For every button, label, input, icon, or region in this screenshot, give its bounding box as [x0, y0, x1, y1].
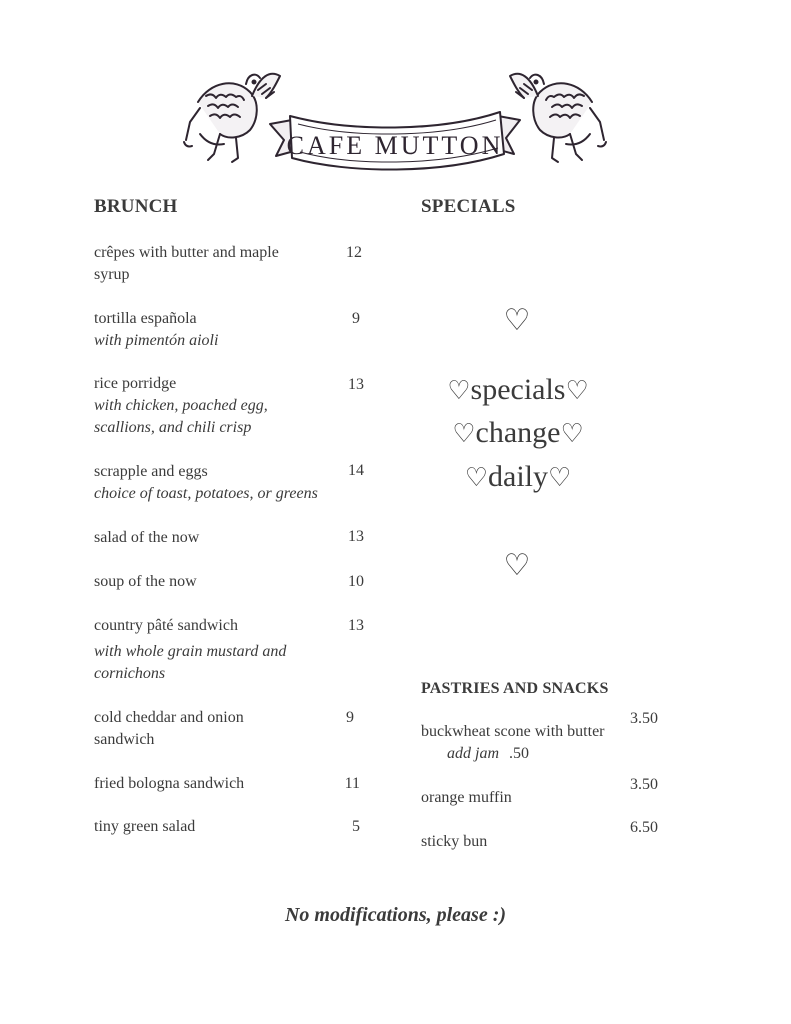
cafe-logo — [180, 62, 610, 180]
left-winged-sheep-icon — [184, 74, 280, 162]
brunch-item-price: 11 — [344, 775, 360, 792]
heart-icon: ♡ — [452, 419, 476, 449]
brunch-item-price: 12 — [346, 244, 362, 261]
heart-icon: ♡ — [565, 376, 589, 406]
pastry-item-name: sticky bun — [421, 833, 488, 850]
brunch-item-price: 10 — [348, 573, 364, 590]
brunch-item-name: soup of the now — [94, 573, 197, 590]
specials-line — [420, 415, 616, 452]
brunch-item-price: 13 — [348, 376, 364, 393]
brunch-item-name-cont: sandwich — [94, 731, 155, 748]
brunch-item-name: fried bologna sandwich — [94, 775, 245, 792]
brunch-item-price: 9 — [352, 310, 360, 327]
heart-icon: ♡ — [447, 376, 471, 406]
specials-line — [420, 459, 616, 496]
brunch-item-desc: choice of toast, potatoes, or greens — [94, 485, 318, 502]
brunch-item-name-cont: syrup — [94, 266, 130, 283]
pastry-item-name: orange muffin — [421, 789, 512, 806]
heart-icon: ♡ — [560, 419, 584, 449]
brunch-item-name: tortilla española — [94, 310, 197, 327]
logo-text: CAFE MUTTON — [286, 131, 504, 160]
specials-line-text: specials — [470, 373, 566, 406]
pastry-item-price: 3.50 — [630, 776, 658, 793]
specials-line-text: change — [475, 416, 561, 449]
brunch-item-name: salad of the now — [94, 529, 200, 546]
heart-icon: ♡ — [464, 463, 488, 493]
brunch-item-name: rice porridge — [94, 375, 177, 392]
specials-line-text: daily — [488, 460, 548, 493]
brunch-heading: BRUNCH — [94, 196, 178, 217]
brunch-item-name: country pâté sandwich — [94, 617, 238, 634]
brunch-item-name: crêpes with butter and maple — [94, 244, 279, 261]
brunch-item-desc: with chicken, poached egg, — [94, 397, 268, 414]
pastries-heading: PASTRIES AND SNACKS — [421, 680, 609, 697]
brunch-item-price: 9 — [346, 709, 354, 726]
brunch-item-desc-cont: cornichons — [94, 665, 166, 682]
pastry-item-price: 3.50 — [630, 710, 658, 727]
brunch-item-name: scrapple and eggs — [94, 463, 208, 480]
brunch-item-price: 13 — [348, 617, 364, 634]
pastry-item-name: buckwheat scone with butter — [421, 723, 605, 740]
heart-icon: ♡ — [503, 303, 531, 338]
brunch-item-desc: with whole grain mustard and — [94, 643, 287, 660]
specials-heading: SPECIALS — [421, 196, 516, 217]
specials-line — [420, 372, 616, 409]
brunch-item-price: 5 — [352, 818, 360, 835]
brunch-item-desc: with pimentón aioli — [94, 332, 219, 349]
brunch-item-name: tiny green salad — [94, 818, 196, 835]
brunch-item-desc-cont: scallions, and chili crisp — [94, 419, 252, 436]
brunch-item-price: 14 — [348, 462, 364, 479]
heart-icon: ♡ — [548, 463, 572, 493]
brunch-item-price: 13 — [348, 528, 364, 545]
pastry-item-addon: add jam — [447, 745, 499, 762]
right-winged-sheep-icon — [510, 74, 606, 162]
pastry-item-addon-price: .50 — [509, 745, 529, 762]
pastry-item-price: 6.50 — [630, 819, 658, 836]
footer-note: No modifications, please :) — [284, 904, 507, 926]
heart-icon: ♡ — [503, 548, 531, 583]
brunch-item-name: cold cheddar and onion — [94, 709, 244, 726]
